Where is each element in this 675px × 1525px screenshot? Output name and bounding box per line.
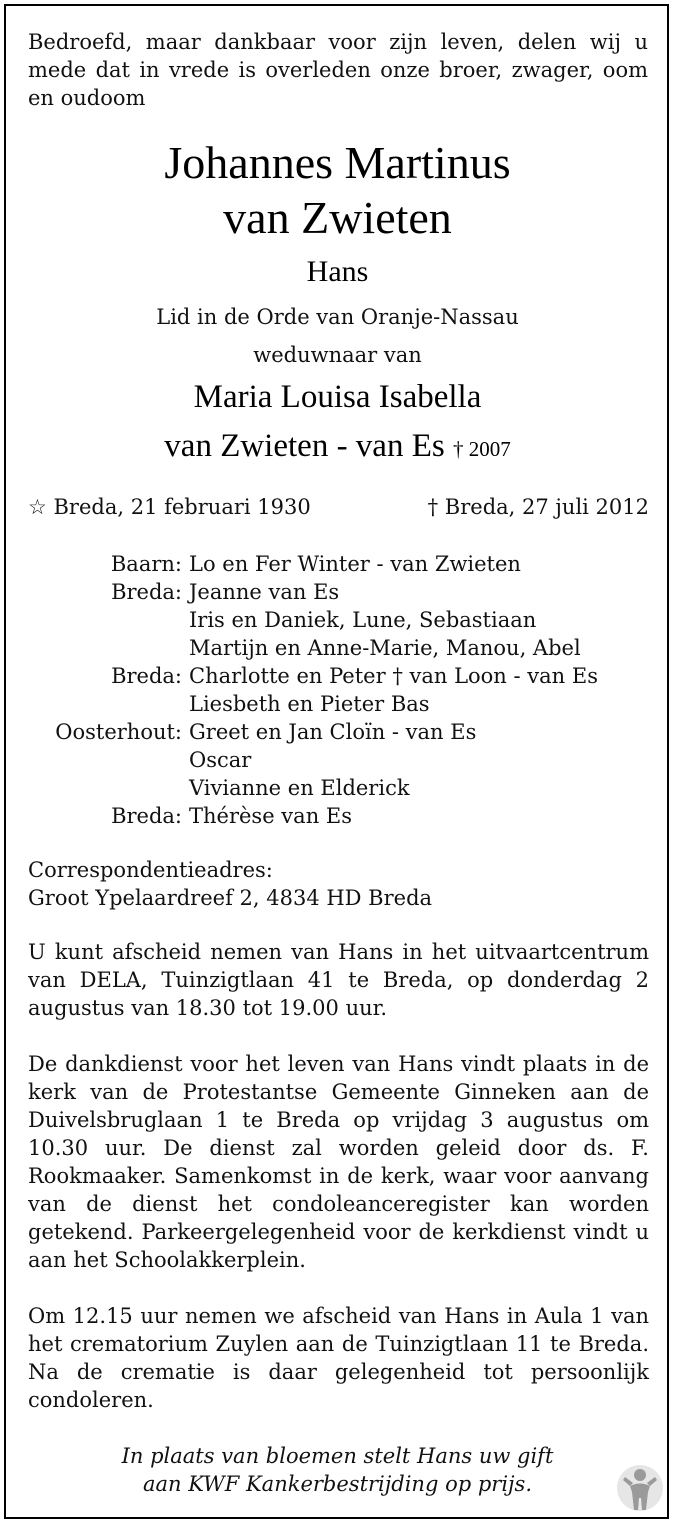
family-names: Vivianne en Elderick — [189, 776, 410, 800]
cremation-paragraph: Om 12.15 uur nemen we afscheid van Hans in Aula 1 van het crematorium Zuylen aan de Tuinzigtlaan 11 te Breda. Na de crematie is daar gelegenheid tot persoonlijk condoleren. — [28, 1304, 649, 1412]
family-names: Martijn en Anne-Marie, Manou, Abel — [189, 636, 581, 660]
family-row — [0, 634, 675, 662]
family-place: Baarn: — [110, 552, 182, 576]
correspondence-address: Groot Ypelaardreef 2, 4834 HD Breda — [28, 886, 433, 910]
family-row — [0, 802, 675, 830]
family-row — [0, 578, 675, 606]
family-names: Thérèse van Es — [189, 804, 352, 828]
family-row — [0, 718, 675, 746]
family-names: Charlotte en Peter † van Loon - van Es — [189, 664, 598, 688]
family-names: Greet en Jan Cloïn - van Es — [189, 720, 477, 744]
closing-line-1: In plaats van bloemen stelt Hans uw gift — [121, 1444, 554, 1468]
family-row — [0, 690, 675, 718]
correspondence-label: Correspondentieadres: — [28, 858, 273, 882]
family-place: Breda: — [111, 664, 182, 688]
family-place: Breda: — [111, 804, 182, 828]
relation-label: weduwnaar van — [253, 343, 422, 367]
family-place: Oosterhout: — [55, 720, 182, 744]
family-names: Iris en Daniek, Lune, Sebastiaan — [189, 608, 537, 632]
deceased-nickname: Hans — [306, 255, 369, 288]
deceased-honour: Lid in de Orde van Oranje-Nassau — [156, 305, 519, 329]
birth-date: ☆ Breda, 21 februari 1930 — [28, 495, 311, 519]
family-names: Lo en Fer Winter - van Zwieten — [189, 552, 521, 576]
deceased-name-last: van Zwieten — [223, 192, 452, 243]
deceased-name-first: Johannes Martinus — [164, 137, 511, 188]
family-row — [0, 662, 675, 690]
family-names: Liesbeth en Pieter Bas — [189, 692, 430, 716]
spouse-name-last — [0, 424, 675, 471]
spouse-death-year: † 2007 — [452, 437, 511, 461]
farewell-paragraph: U kunt afscheid nemen van Hans in het uitvaartcentrum van DELA, Tuinzigtlaan 41 te Breda, op donderdag 2 augustus van 18.30 tot 19.00 uur. — [28, 940, 649, 1020]
service-paragraph: De dankdienst voor het leven van Hans vindt plaats in de kerk van de Protestantse Gemeente Ginneken aan de Duivelsbruglaan 1 te Breda op vrijdag 3 augustus om 10.30 uur. De dienst zal worden geleid door ds. F. Rookmaaker. Samenkomst in de kerk, waar voor aanvang van de dienst het condoleanceregister kan worden getekend. Parkeergelegenheid voor de kerkdienst vindt u aan het Schoolakkerplein. — [28, 1052, 649, 1272]
family-row — [0, 746, 675, 774]
death-date: † Breda, 27 juli 2012 — [427, 495, 649, 519]
family-names: Oscar — [189, 748, 252, 772]
intro-text: Bedroefd, maar dankbaar voor zijn leven, delen wij u mede dat in vrede is overleden onze broer, zwager, oom en oudoom — [28, 30, 648, 110]
kwf-figure-icon — [616, 1462, 664, 1514]
spouse-name-first: Maria Louisa Isabella — [193, 379, 482, 415]
family-row — [0, 606, 675, 634]
family-row — [0, 774, 675, 802]
family-row — [0, 550, 675, 578]
family-list — [0, 550, 675, 830]
closing-line-2: aan KWF Kankerbestrijding op prijs. — [142, 1472, 532, 1496]
spouse-name-last-text: van Zwieten - van Es — [164, 428, 445, 464]
family-names: Jeanne van Es — [189, 580, 340, 604]
family-place: Breda: — [111, 580, 182, 604]
